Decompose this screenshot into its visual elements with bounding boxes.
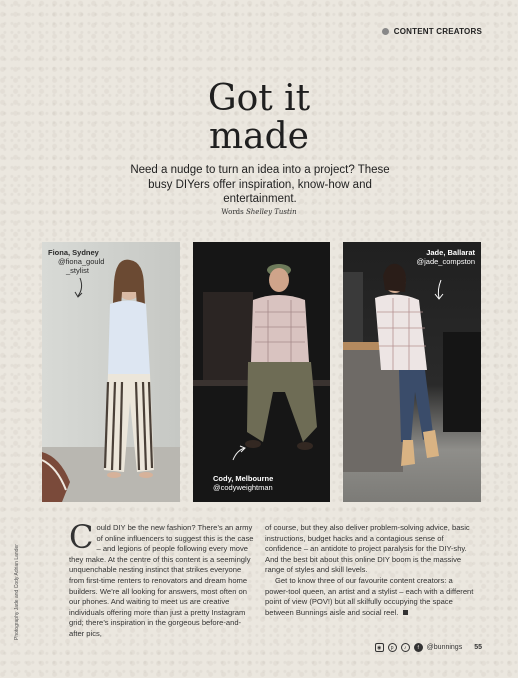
bullet-dot-icon bbox=[382, 28, 389, 35]
caption-handle: @codyweightman bbox=[213, 483, 273, 492]
body-column-1 bbox=[69, 518, 254, 640]
byline-author: Shelley Tustin bbox=[246, 208, 297, 216]
drop-cap: C bbox=[69, 518, 94, 556]
page-footer bbox=[375, 643, 482, 652]
fiona-photo-illustration bbox=[42, 242, 180, 502]
caption-handle: @jade_compston bbox=[416, 257, 475, 266]
column-2-paragraph-1: of course, but they also deliver problem-solving advice, basic instructions, budget hacks and a contagious sense of confidence – an antidote to project paralysis for the DIY-shy. And the best bit about this online DIY boom is the massive range of styles and skill levels. bbox=[265, 523, 470, 575]
caption-cody bbox=[213, 474, 273, 492]
title-line-2: made bbox=[209, 116, 309, 157]
title-line-1: Got it bbox=[207, 78, 311, 119]
caption-jade bbox=[417, 248, 475, 266]
instagram-icon: ◉ bbox=[375, 643, 384, 652]
facebook-icon: f bbox=[414, 643, 423, 652]
caption-handle-cont: _stylist bbox=[66, 266, 89, 275]
article-intro: Need a nudge to turn an idea into a project? These busy DIYers offer inspiration, know-how and entertainment. bbox=[130, 164, 390, 205]
tiktok-icon: ♪ bbox=[401, 643, 410, 652]
jade-photo-illustration bbox=[343, 242, 481, 502]
body-column-2 bbox=[265, 523, 477, 618]
photo-credit: Photography Jade and Cody Adrian Lander bbox=[14, 544, 20, 640]
caption-name: Jade, Ballarat bbox=[426, 248, 475, 257]
photo-cody bbox=[193, 242, 330, 502]
caption-name: Fiona, Sydney bbox=[48, 248, 99, 257]
social-handle: @bunnings bbox=[426, 644, 463, 651]
column-1-text: ould DIY be the new fashion? There’s an army of online influencers to suggest this is the case – and legions of people following every move they make. At the centre of this content is a seemingly unquenchable nesting instinct that strikes everyone from first-time renters to renovators and dream home builders. We’re all looking for answers, most often on our phones. And waiting to meet us are creative individuals offering more than just a pretty Instagram grid; there’s inspiration in the gorgeous before-and-after pics, bbox=[69, 523, 254, 638]
byline bbox=[0, 208, 518, 216]
caption-name: Cody, Melbourne bbox=[213, 474, 274, 483]
page-number: 55 bbox=[474, 644, 482, 651]
photo-fiona bbox=[42, 242, 180, 502]
caption-fiona bbox=[48, 248, 104, 275]
cody-photo-illustration bbox=[193, 242, 330, 502]
byline-prefix: Words bbox=[221, 208, 244, 216]
pinterest-icon: p bbox=[388, 643, 397, 652]
caption-handle: @fiona_gould bbox=[58, 257, 105, 266]
column-2-paragraph-2: Get to know three of our favourite content creators: a power-tool queen, an artist and a stylist – each with a different point of view (POV!) but all skilfully occupying the space between Bunnings aisle and social reel. bbox=[265, 575, 474, 617]
section-tag bbox=[382, 27, 482, 36]
article-title bbox=[0, 80, 518, 156]
photo-jade bbox=[343, 242, 481, 502]
section-label: CONTENT CREATORS bbox=[393, 27, 482, 36]
end-mark-icon bbox=[403, 610, 408, 615]
